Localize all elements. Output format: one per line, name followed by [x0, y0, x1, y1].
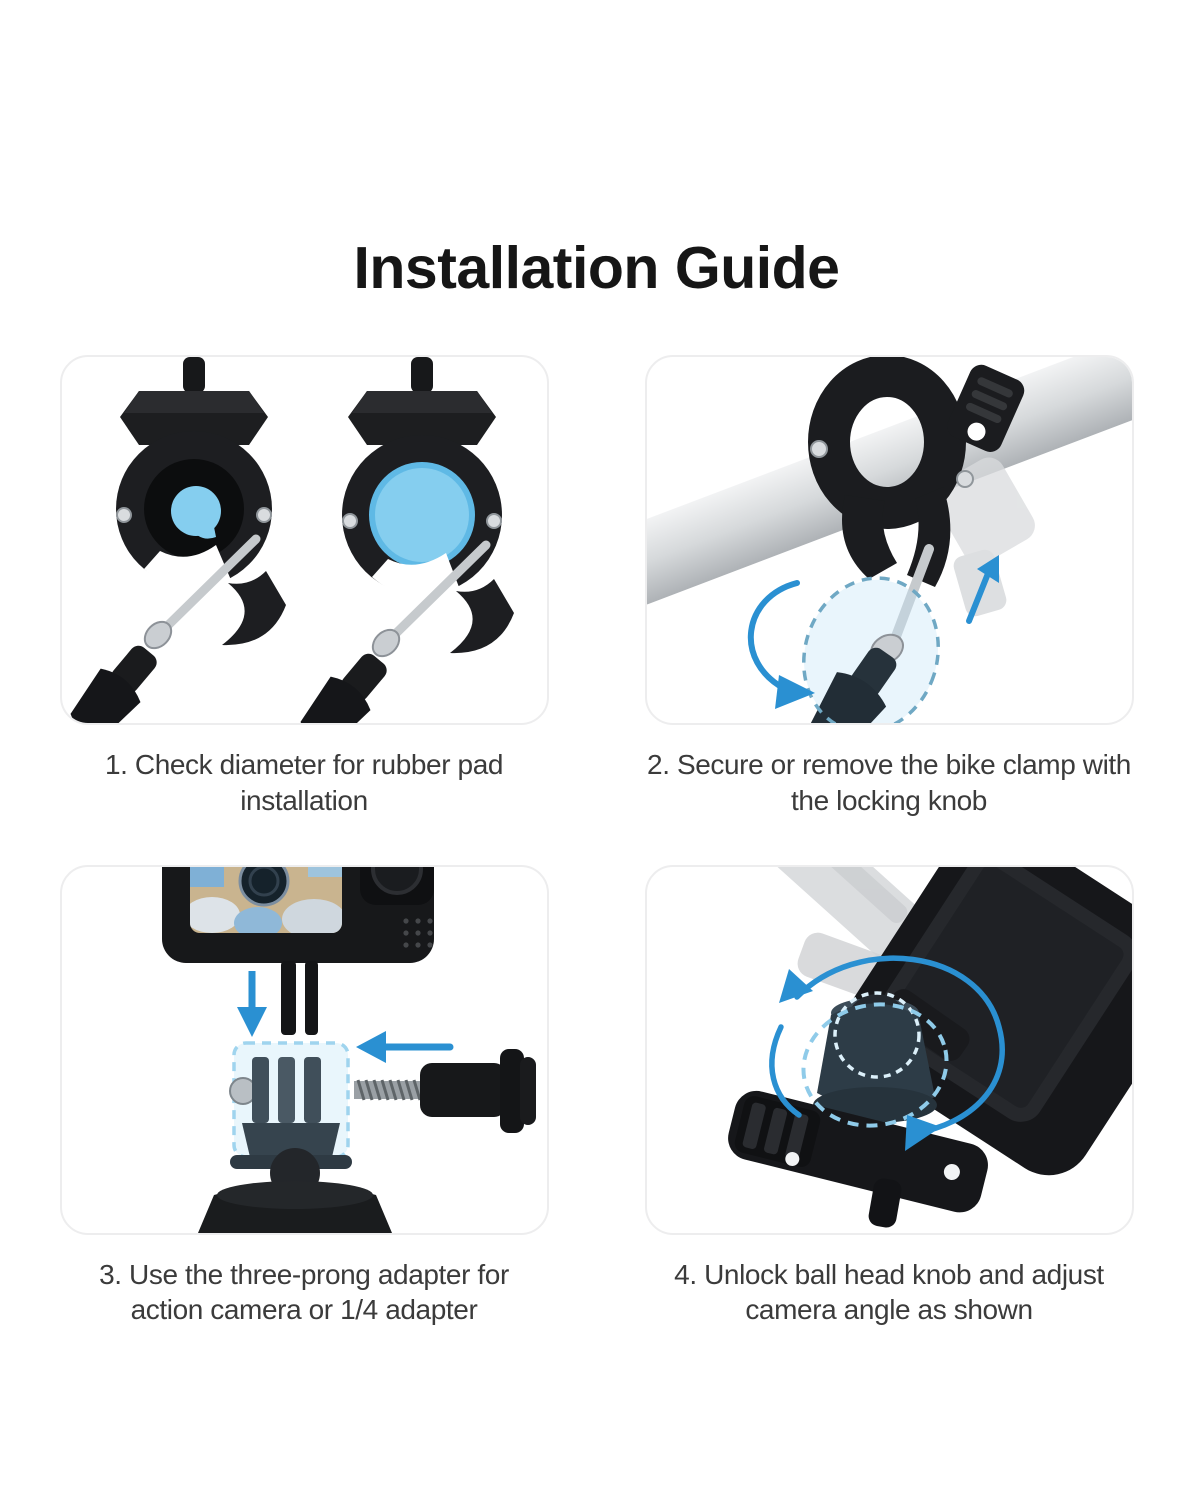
camera-prong: [305, 961, 318, 1035]
step-1-card: [60, 355, 549, 725]
steps-grid: [0, 355, 1193, 1328]
speaker-dots: [403, 918, 432, 947]
step-1-caption: [60, 747, 549, 819]
step-3-illustration: [62, 867, 547, 1233]
caption-line: 2. Secure or remove the bike clamp with: [647, 748, 1131, 780]
step-3-caption: [60, 1257, 549, 1329]
step-3-card: [60, 865, 549, 1235]
page-title: Installation Guide: [353, 235, 840, 301]
caption-line: 4. Unlock ball head knob and adjust: [674, 1258, 1104, 1290]
camera-prong: [281, 961, 296, 1035]
step-2-card: [645, 355, 1134, 725]
bike-clamp-small-pad: [62, 357, 286, 723]
step-1: [60, 355, 549, 819]
caption-line: action camera or 1/4 adapter: [130, 1294, 478, 1326]
step-4: [645, 865, 1134, 1329]
ball-head-base: [198, 1148, 392, 1233]
step-2-illustration: [647, 357, 1132, 723]
step-4-illustration: [647, 867, 1132, 1233]
bike-clamp-large-pad: [292, 357, 514, 723]
step-1-illustration: [62, 357, 547, 723]
thumbscrew: [354, 1049, 536, 1133]
caption-line: camera angle as shown: [745, 1294, 1033, 1326]
step-2: [645, 355, 1134, 819]
left-arrow-icon: [356, 1031, 450, 1063]
caption-line: the locking knob: [791, 784, 987, 816]
caption-line: 1. Check diameter for rubber pad: [104, 748, 504, 780]
down-arrow-icon: [237, 971, 267, 1037]
action-camera: [162, 867, 434, 1035]
camera-screen: [184, 867, 346, 939]
step-4-caption: [645, 1257, 1134, 1329]
step-2-caption: [645, 747, 1134, 819]
step-4-card: [645, 865, 1134, 1235]
caption-line: 3. Use the three-prong adapter for: [99, 1258, 509, 1290]
caption-line: installation: [240, 784, 368, 816]
step-3: [60, 865, 549, 1329]
